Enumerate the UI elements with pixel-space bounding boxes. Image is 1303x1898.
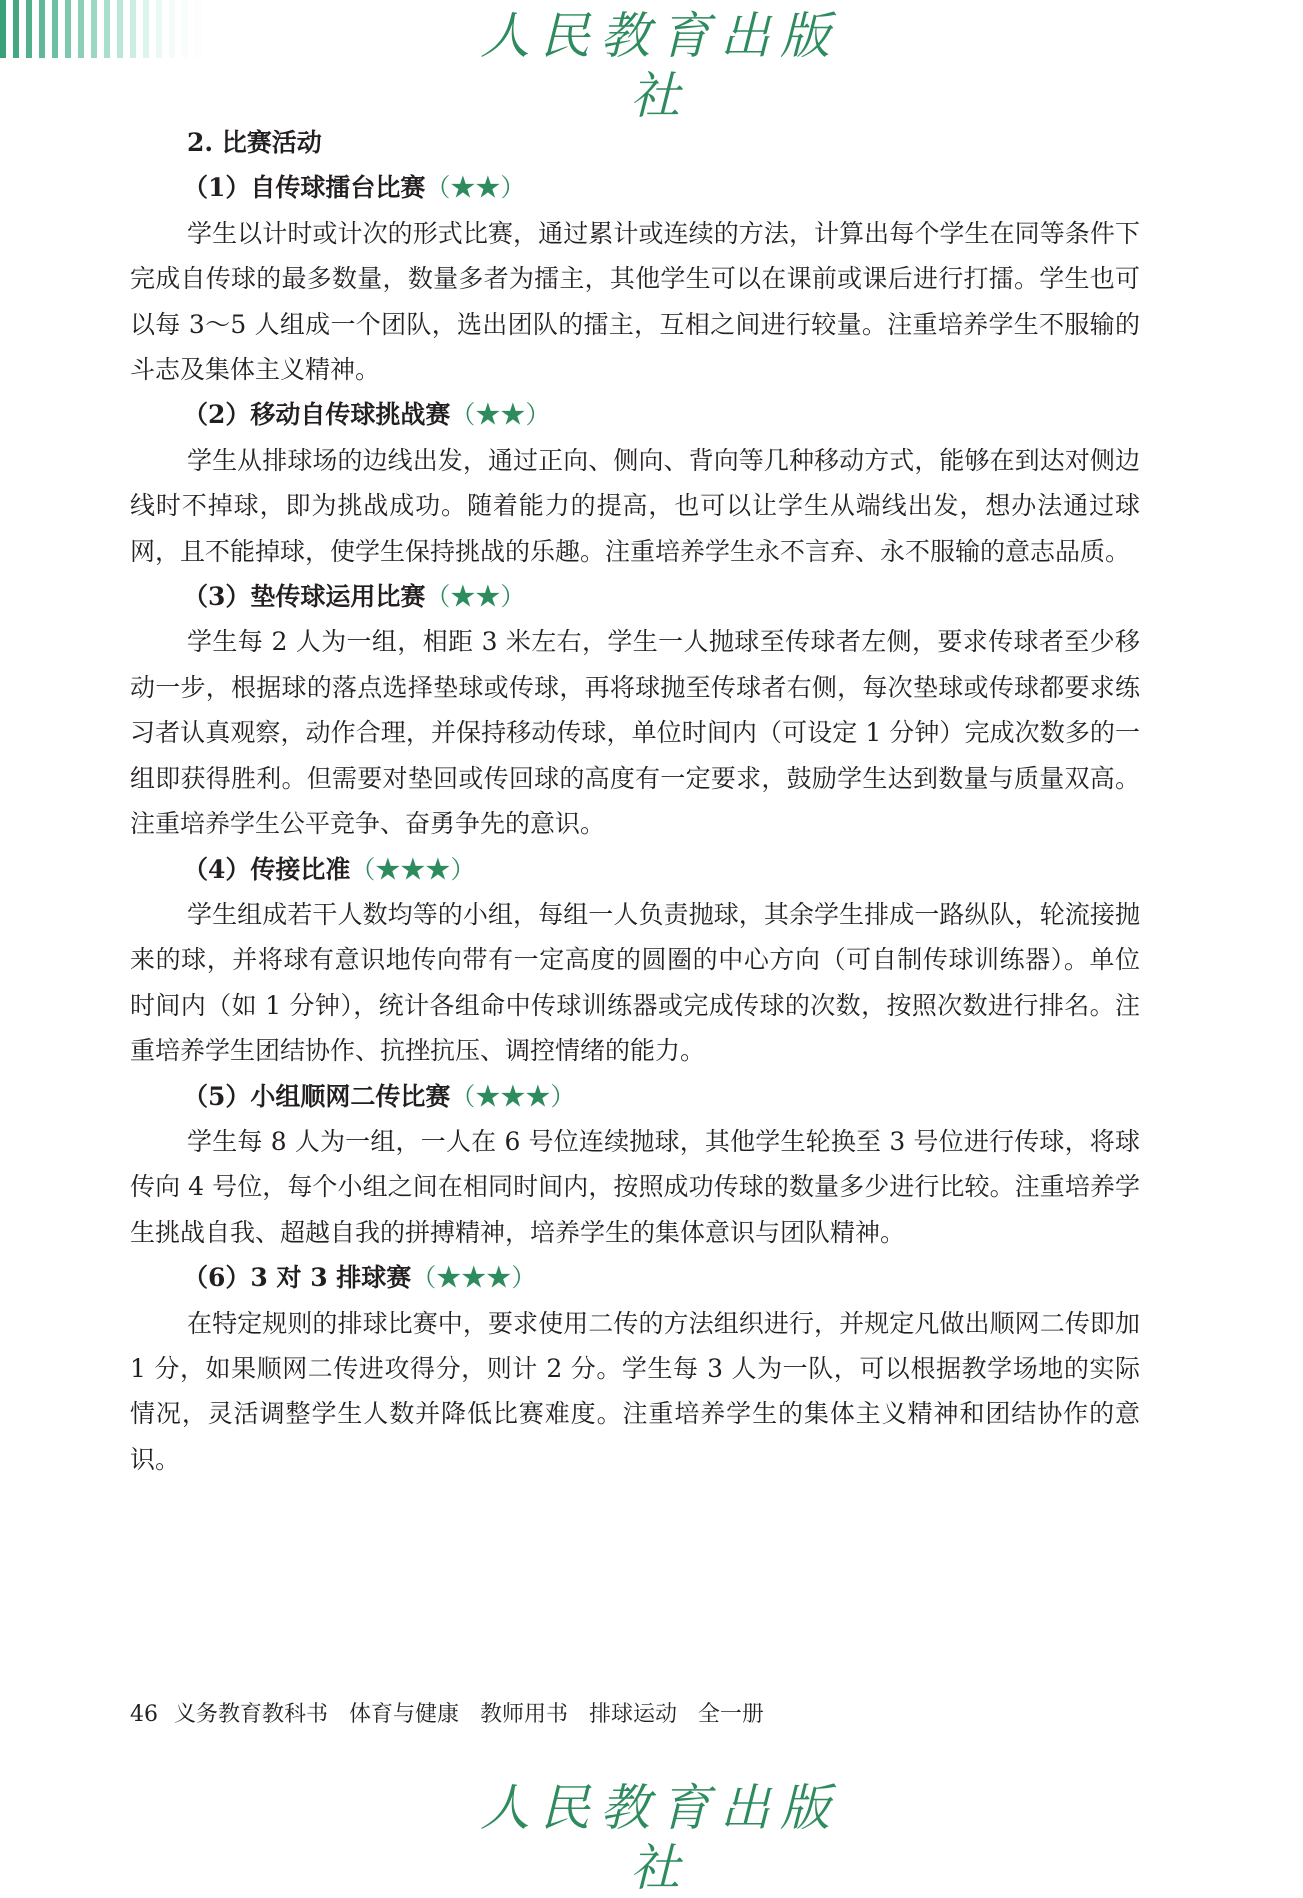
item-title-text: （3）垫传球运用比赛 [183,582,426,612]
difficulty-stars: （★★★） [350,854,476,884]
header-stripe-decoration [0,0,250,58]
page-content [130,120,1140,1482]
item-paragraph: 学生组成若干人数均等的小组，每组一人负责抛球，其余学生排成一路纵队，轮流接抛来的球，并将球有意识地传向带有一定高度的圆圈的中心方向（可自制传球训练器）。单位时间内（如 1 分钟），统计各组命中传球训练器或完成传球的次数，按照次数进行排名。注重培养学生团结协作、抗挫抗压、调控情绪的能力。 [130,899,1140,1066]
stripe-bar [169,0,175,58]
item-title-text: （6）3 对 3 排球赛 [183,1263,412,1293]
difficulty-stars: （★★★） [450,1081,576,1111]
item-title [130,165,1140,210]
item-paragraph: 在特定规则的排球比赛中，要求使用二传的方法组织进行，并规定凡做出顺网二传即加 1 分，如果顺网二传进攻得分，则计 2 分。学生每 3 人为一队，可以根据教学场地的实际情况，灵活调整学生人数并降低比赛难度。注重培养学生的集体主义精神和团结协作的意识。 [130,1308,1140,1474]
item-paragraph: 学生每 2 人为一组，相距 3 米左右，学生一人抛球至传球者左侧，要求传球者至少移动一步，根据球的落点选择垫球或传球，再将球抛至传球者右侧，每次垫球或传球都要求练习者认真观察，动作合理，并保持移动传球，单位时间内（可设定 1 分钟）完成次数多的一组即获得胜利。但需要对垫回或传回球的高度有一定要求，鼓励学生达到数量与质量双高。注重培养学生公平竞争、奋勇争先的意识。 [130,627,1140,839]
stripe-bar [117,0,123,58]
stripe-bar [195,0,201,58]
item-paragraph: 学生以计时或计次的形式比赛，通过累计或连续的方法，计算出每个学生在同等条件下完成自传球的最多数量，数量多者为擂主，其他学生可以在课前或课后进行打擂。学生也可以每 3～5 人组成一个团队，选出团队的擂主，互相之间进行较量。注重培养学生不服输的斗志及集体主义精神。 [130,218,1140,385]
item-title-text: （4）传接比准 [183,854,351,884]
publisher-logo-top: 人民教育出版社 [480,7,840,125]
item-title [130,392,1140,437]
book-info: 义务教育教科书 体育与健康 教师用书 排球运动 全一册 [174,1702,764,1727]
stripe-bar [78,0,84,58]
section-heading: 2. 比赛活动 [187,128,322,157]
difficulty-stars: （★★） [425,582,526,612]
item-title [130,847,1140,892]
page-footer [130,1700,764,1730]
item-title-text: （1）自传球擂台比赛 [183,173,426,203]
stripe-bar [130,0,136,58]
item-title [130,1255,1140,1300]
item-paragraph: 学生从排球场的边线出发，通过正向、侧向、背向等几种移动方式，能够在到达对侧边线时不掉球，即为挑战成功。随着能力的提高，也可以让学生从端线出发，想办法通过球网，且不能掉球，使学生保持挑战的乐趣。注重培养学生永不言弃、永不服输的意志品质。 [130,445,1140,566]
difficulty-stars: （★★★） [411,1263,537,1293]
page-number: 46 [130,1702,158,1727]
publisher-logo-bottom: 人民教育出版社 [480,1779,840,1897]
stripe-bar [182,0,188,58]
difficulty-stars: （★★） [450,400,551,430]
item-title [130,1074,1140,1119]
item-title [130,574,1140,619]
stripe-bar [65,0,71,58]
item-paragraph: 学生每 8 人为一组，一人在 6 号位连续抛球，其他学生轮换至 3 号位进行传球，将球传向 4 号位，每个小组之间在相同时间内，按照成功传球的数量多少进行比较。注重培养学生挑战自我、超越自我的拼搏精神，培养学生的集体意识与团队精神。 [130,1126,1140,1247]
stripe-bar [13,0,19,58]
item-title-text: （2）移动自传球挑战赛 [183,400,451,430]
stripe-bar [0,0,6,58]
stripe-bar [39,0,45,58]
stripe-bar [104,0,110,58]
stripe-bar [26,0,32,58]
stripe-bar [52,0,58,58]
stripe-bar [143,0,149,58]
stripe-bar [156,0,162,58]
stripe-bar [91,0,97,58]
difficulty-stars: （★★） [425,173,526,203]
item-title-text: （5）小组顺网二传比赛 [183,1081,451,1111]
